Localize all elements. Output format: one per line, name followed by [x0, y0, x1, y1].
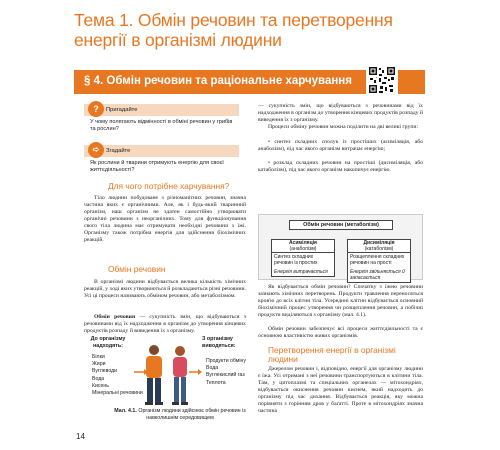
list-item: Вода	[92, 375, 105, 382]
think-header	[84, 145, 239, 157]
paragraph-definition	[84, 314, 246, 335]
catabolism-head	[347, 239, 411, 253]
catabolism-sub: (катаболізм)	[364, 246, 394, 253]
list-item: Кисень	[92, 382, 109, 389]
caption-label: Мал. 4.1.	[114, 408, 137, 414]
arrow-icon: ➪	[88, 142, 104, 158]
list-item: Вода	[206, 365, 219, 372]
paragraph-process: Як відбувається обмін речовин? Спочатку з їжею речовини зазнають хімічних перетворень. Продукти травлення переносяться кров'ю до всіх клітин тіла. Усередині клітин відбувається основний біохімічний процес утворення чи розщеплення речовин, а побічні продукти виділяються з організму (мал. 4.1).	[258, 284, 423, 319]
think-text: Як рослини й тварини отримують енергію для своєї життєдіяльності?	[90, 160, 224, 173]
diagram-title: Обмін речовин (метаболізм)	[289, 220, 393, 230]
catabolism-title: Дисиміляція	[363, 240, 395, 246]
figure-intake-heading: До організму надходять:	[90, 336, 126, 349]
heading-why-nutrition: Для чого потрібне харчування?	[108, 181, 230, 191]
list-item: Теплота	[206, 379, 226, 386]
anabolism-energy: Енергія витрачається	[271, 268, 335, 277]
recall-header	[84, 104, 239, 116]
qr-code-icon[interactable]	[366, 64, 398, 96]
section-title: § 4. Обмін речовин та раціональне харчування	[84, 75, 352, 87]
figure-caption	[100, 408, 260, 422]
catabolism-energy: Енергія звільняється й запасається	[347, 268, 411, 284]
recall-label: Пригадайте	[106, 106, 138, 113]
paragraph-groups: Процеси обміну речовин можна поділити на дві великі групи:	[268, 124, 419, 130]
paragraph-definition-cont: — сукупність змін, що відбуваються з речовинами від їх надходження в організм до утворення кінцевих продуктів розпаду й виведення їх з організму.	[258, 103, 423, 124]
caption-text: Організм людини здійснює обмін речовин із навколишнім середовищем	[136, 408, 246, 421]
list-item: Вуглекислий газ	[206, 372, 245, 379]
list-item: Вуглеводи	[92, 368, 118, 375]
term-metabolism: Обмін речовин	[94, 314, 136, 320]
recall-text: У чому полягають відмінності в обміні речовин у грибів та рослин?	[90, 119, 233, 132]
paragraph-nutrition: Тіло людини побудоване з різноманітних речовин, значна частина яких є органічними. Але, як і будь-який тваринний організм, наш організм не здатен самостійно утворювати органічні речовини з неорганічних. Тому для функціонування свого тіла людина має отримувати необхідні речовини з їжі. Організму також потрібна енергія для здійснення біохімічних реакцій.	[84, 195, 246, 244]
paragraph-reactions: В організмі людини відбувається велика кількість хімічних реакцій, у ході яких утворюються й розкладаються різні речовини. Усі ці процеси називають обміном речовин, або метаболізмом.	[84, 279, 246, 300]
figure-output-heading: З організму виводяться:	[202, 336, 236, 349]
heading-metabolism: Обмін речовин	[108, 264, 166, 274]
paragraph-assimilation: • синтез складних сполук із простіших (асиміляція, або анаболізм), під час якого організм витрачає енергію;	[258, 139, 423, 153]
think-box	[84, 145, 239, 174]
paragraph-dissimilation: • розклад складних речовин на простіші (дисиміляція, або катаболізм), під час якого організм накопичує енергію.	[258, 160, 423, 174]
people-illustration	[134, 342, 202, 408]
question-icon: ?	[88, 101, 104, 117]
diagram-catabolism	[347, 239, 411, 279]
anabolism-sub: (анаболізм)	[289, 246, 317, 253]
list-item: Білки	[92, 354, 105, 360]
anabolism-description: Синтез складних речовин із простих	[271, 253, 335, 268]
heading-energy: Перетворення енергії в організмі людини	[268, 345, 396, 364]
metabolism-diagram	[258, 214, 423, 280]
figure-output-list	[206, 358, 246, 387]
anabolism-title: Асиміляція	[289, 240, 317, 246]
list-item: Жири	[92, 361, 106, 368]
page-number: 14	[76, 432, 85, 441]
recall-box	[84, 104, 239, 133]
list-item: Продукти обміну	[206, 358, 246, 364]
think-label: Згадайте	[106, 147, 131, 154]
paragraph-summary: Обмін речовин забезпечує всі процеси життєдіяльності та є основною властивістю живих організмів.	[258, 326, 423, 340]
anabolism-head	[271, 239, 335, 253]
topic-title: Тема 1. Обмін речовин та перетворення енергії в організмі людини	[74, 10, 393, 50]
paragraph-energy: Джерелом речовин і, відповідно, енергії для організму людини є їжа. Усі отримані з неї речовини транспортуються в клітини тіла. Там, у цитоплазмі та спеціальних органелах — мітохондріях, відбувається окиснення речовин киснем, який надходить до організму під час дихання. Відбувається реакція, яку можна порівняти з горінням дров у багатті. Проте в мітохондріях значна частина	[258, 366, 423, 415]
diagram-anabolism	[271, 239, 335, 279]
figure-metabolism	[84, 336, 254, 406]
list-item: Мінеральні речовини	[92, 390, 143, 397]
catabolism-description: Розщеплення складних речовин на прості	[347, 253, 411, 268]
definition-text: — сукупність змін, що відбуваються з речовинами від їх надходження в організм до утворення кінцевих продуктів розпаду й виведення їх з організму.	[84, 314, 246, 335]
